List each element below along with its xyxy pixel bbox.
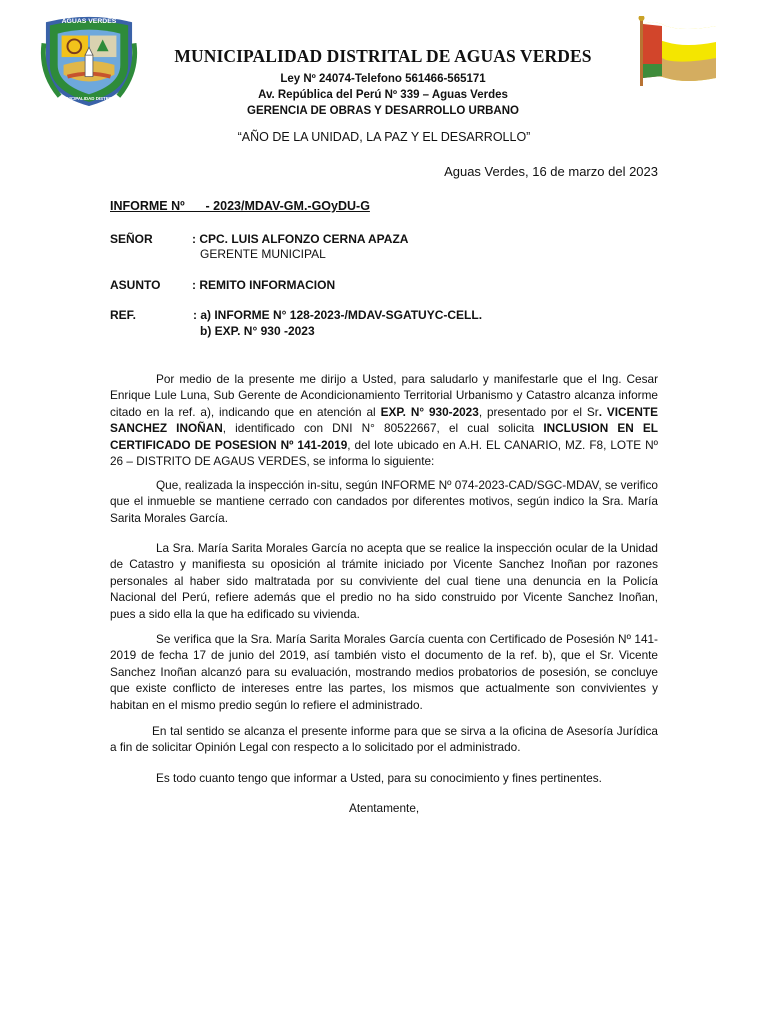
paragraph-2 <box>110 477 658 526</box>
asunto-label: ASUNTO <box>110 278 161 292</box>
closing: Atentamente, <box>349 801 420 815</box>
p4-text: Se verifica que la Sra. María Sarita Morales García cuenta con Certificado de Posesión Nº 141-2019 de fecha 17 de junio del 2019, así también visto el documento de la ref. b), que el Sr. Vicente Sanchez Inoñan alcanzó para su evaluación, mostrando medios probatorios de posesión, se concluye que existe conflicto de intereses entre las partes, los mismos que actualmente son convivientes y habitan en el mismo predio según lo refiere el administrado. <box>110 632 658 712</box>
ref-b: b) EXP. N° 930 -2023 <box>200 324 315 338</box>
p1-text-2: , presentado por el Sr <box>478 404 599 419</box>
paragraph-5 <box>110 723 658 756</box>
asunto-value: : REMITO INFORMACION <box>192 278 336 292</box>
department-line: GERENCIA DE OBRAS Y DESARROLLO URBANO <box>247 105 519 117</box>
p1-text-4: , del lote ubicado en A.H. EL CANARIO, MZ. F8, LOTE Nº 26 – DISTRITO DE AGAUS VERDES, se informa lo siguiente: <box>110 437 658 469</box>
paragraph-4 <box>110 631 658 713</box>
p1-exp: EXP. N° 930-2023 <box>380 404 479 419</box>
p3-text: La Sra. María Sarita Morales García no acepta que se realice la inspección ocular de la Unidad de Catastro y manifiesta su oposición al trámite iniciado por Vicente Sanchez Inoñan por razones personales al haber sido maltratada por su conviviente del cual tiene una denuncia en la Policía Nacional del Perú, refiere además que el predio no ha sido construido por Vicente Sanchez Inoñan, pues a sido ella la que ha edificado su vivienda. <box>110 541 658 621</box>
municipality-title: MUNICIPALIDAD DISTRITAL DE AGUAS VERDES <box>174 46 592 66</box>
p5-text: En tal sentido se alcanza el presente informe para que se sirva a la oficina de Asesoría Jurídica a fin de solicitar Opinión Legal con respecto a lo solicitado por el administrado. <box>110 724 658 755</box>
p1-text-3: , identificado con DNI N° 80522667, el cual solicita <box>222 421 544 436</box>
p2-text: Que, realizada la inspección in-situ, según INFORME Nº 074-2023-CAD/SGC-MDAV, se verifico que el inmueble se mantiene cerrado con candados por diferentes motivos, según indico la Sra. María Sarita Morales García. <box>110 478 658 525</box>
paragraph-6 <box>110 770 658 786</box>
law-phone-line: Ley Nº 24074-Telefono 561466-565171 <box>280 73 486 85</box>
district-flag-icon <box>636 16 722 86</box>
address-line: Av. República del Perú Nº 339 – Aguas Verdes <box>258 89 508 101</box>
p1-name: . VICENTE SANCHEZ INOÑAN <box>110 404 658 436</box>
senor-label: SEÑOR <box>110 232 153 246</box>
logo-top-text: AGUAS VERDES <box>61 17 117 25</box>
letterhead <box>150 46 616 119</box>
senor-role: GERENTE MUNICIPAL <box>200 247 326 261</box>
senor-value: : CPC. LUIS ALFONZO CERNA APAZA <box>192 232 409 246</box>
paragraph-3 <box>110 540 658 622</box>
informe-number: INFORME Nº - 2023/MDAV-GM.-GOyDU-G <box>110 199 370 213</box>
municipal-seal-logo <box>40 14 138 106</box>
p6-text: Es todo cuanto tengo que informar a Usted, para su conocimiento y fines pertinentes. <box>156 771 602 785</box>
year-motto: “AÑO DE LA UNIDAD, LA PAZ Y EL DESARROLLO” <box>237 130 531 144</box>
p1-certificado: INCLUSION EN EL CERTIFICADO DE POSESION Nº 141-2019 <box>110 421 658 452</box>
paragraph-1 <box>110 371 658 469</box>
logo-bottom-text: MUNICIPALIDAD DISTRITAL <box>59 96 119 102</box>
p1-text-1: Por medio de la presente me dirijo a Usted, para saludarlo y manifestarle que el Ing. Cesar Enrique Lule Luna, Sub Gerente de Acondicionamiento Territorial Urbanismo y Catastro alcanza informe citado en la ref. a), indicando que en atención al <box>110 372 658 419</box>
date-line: Aguas Verdes, 16 de marzo del 2023 <box>444 164 658 179</box>
ref-a: : a) INFORME N° 128-2023-/MDAV-SGATUYC-CELL. <box>193 308 483 322</box>
ref-label: REF. <box>110 308 137 322</box>
